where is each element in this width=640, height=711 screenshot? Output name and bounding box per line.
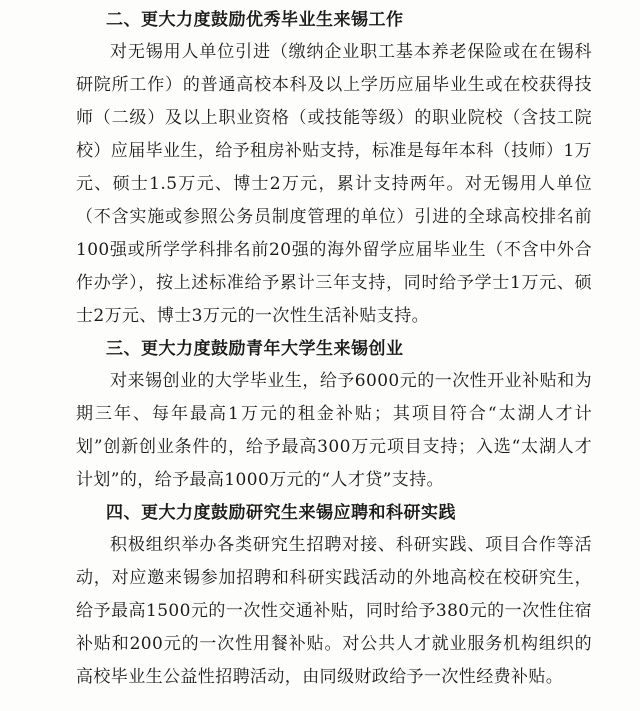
section-body-4: 积极组织举办各类研究生招聘对接、科研实践、项目合作等活动，对应邀来锡参加招聘和科研实践活动的外地高校在校研究生，给予最高1500元的一次性交通补贴，同时给予380元的一次性住宿补贴和200元的一次性用餐补贴。对公共人才就业服务机构组织的高校毕业生公益性招聘活动，由同级财政给予一次性经费补贴。 xyxy=(76,535,592,687)
section-body-2: 对无锡用人单位引进（缴纳企业职工基本养老保险或在在锡科研院所工作）的普通高校本科及以上学历应届毕业生或在校获得技师（二级）及以上职业资格（或技能等级）的职业院校（含技工院校）应届毕业生，给予租房补贴支持，标准是每年本科（技师）1万元、硕士1.5万元、博士2万元，累计支持两年。对无锡用人单位（不含实施或参照公务员制度管理的单位）引进的全球高校排名前100强或所学学科排名前20强的海外留学应届毕业生（不含中外合作办学），按上述标准给予累计三年支持，同时给予学士1万元、硕士2万元、博士3万元的一次性生活补贴支持。 xyxy=(76,42,592,326)
section-body-3: 对来锡创业的大学毕业生，给予6000元的一次性开业补贴和为期三年、每年最高1万元的租金补贴；其项目符合“太湖人才计划”创新创业条件的，给予最高300万元项目支持；入选“太湖人才计划”的，给予最高1000万元的“人才贷”支持。 xyxy=(76,371,592,490)
section-heading-4: 四、更大力度鼓励研究生来锡应聘和科研实践 xyxy=(106,503,456,523)
section-heading-3: 三、更大力度鼓励青年大学生来锡创业 xyxy=(106,339,404,359)
section-heading-2: 二、更大力度鼓励优秀毕业生来锡工作 xyxy=(106,10,404,30)
